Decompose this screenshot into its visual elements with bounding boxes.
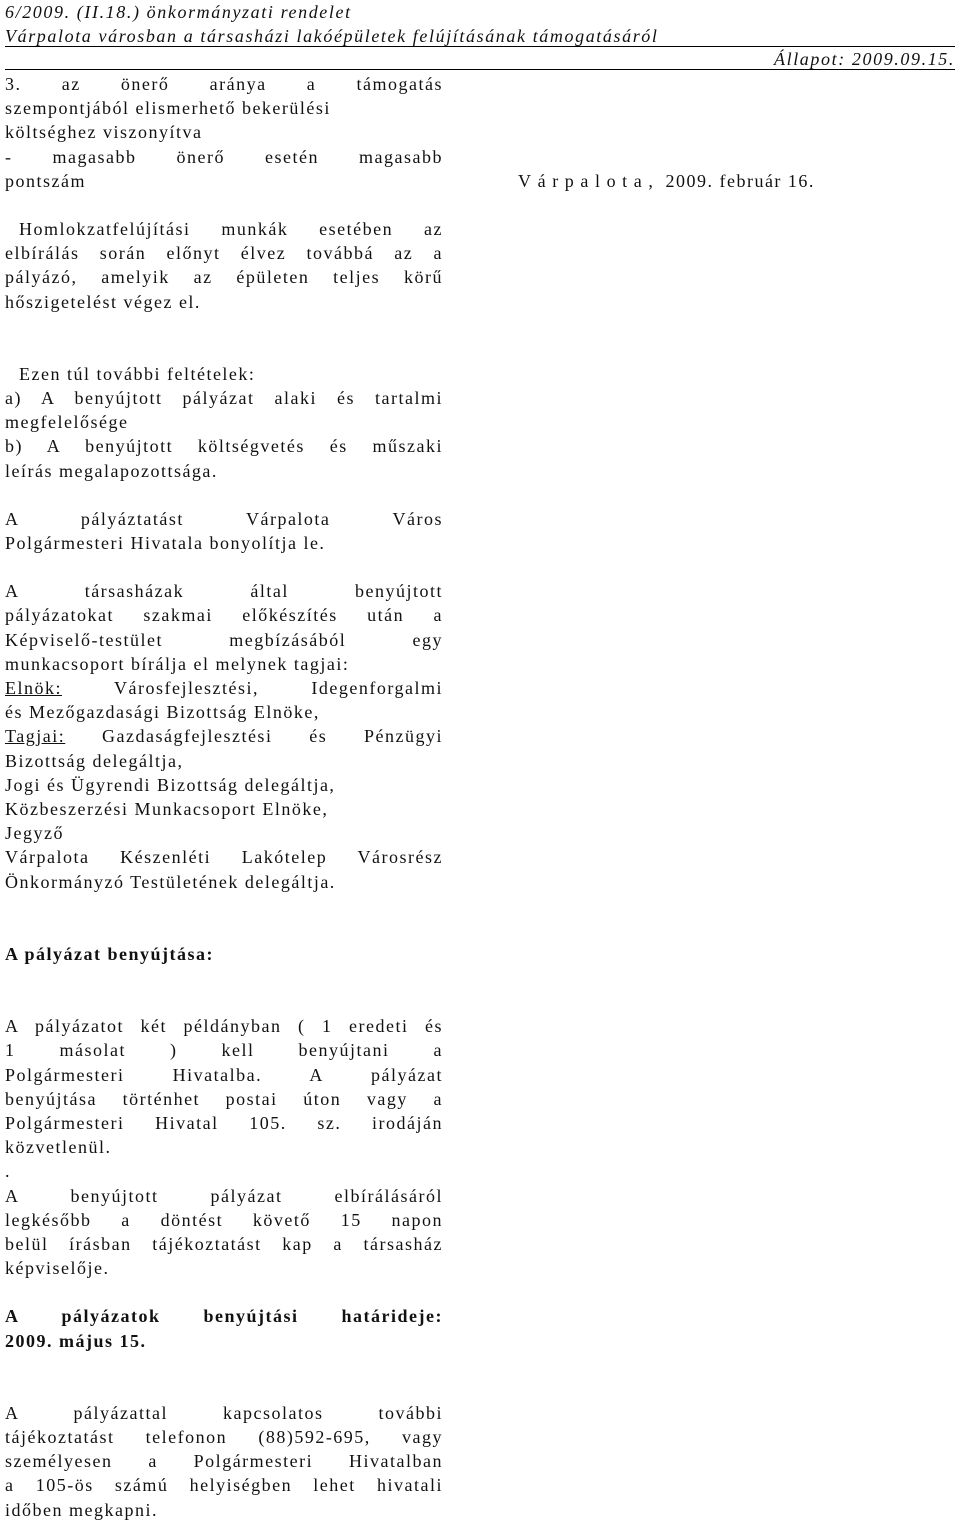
- text-line: A pályáztatást Várpalota Város: [5, 508, 443, 529]
- text-line: 1 másolat ) kell benyújtani a: [5, 1040, 443, 1061]
- deadline-paragraph: [5, 1304, 443, 1352]
- chair-label: Elnök:: [5, 678, 62, 699]
- text-line: b) A benyújtott költségvetés és műszaki: [5, 436, 443, 457]
- text-line: szempontjából elismerhető bekerülési: [5, 98, 331, 119]
- text-line: Bizottság delegáltja,: [5, 750, 184, 771]
- handling-paragraph: [5, 507, 443, 555]
- text-line: A pályázatot két példányban ( 1 eredeti és: [5, 1016, 443, 1037]
- place-date: [518, 169, 815, 193]
- text-line: Polgármesteri Hivatal 105. sz. irodáján: [5, 1112, 443, 1133]
- place-date-value: 2009. február 16.: [665, 171, 815, 191]
- header-regulation-number: 6/2009. (II.18.) önkormányzati rendelet: [5, 2, 352, 22]
- committee-paragraph: [5, 579, 443, 894]
- text-line: Polgármesteri Hivatalba. A pályázat: [5, 1064, 443, 1085]
- text-line: munkacsoport bírálja el melynek tagjai:: [5, 653, 350, 674]
- text-line: Polgármesteri Hivatala bonyolítja le.: [5, 533, 326, 554]
- text-line: hőszigetelést végez el.: [5, 291, 201, 312]
- conditions-paragraph: [5, 362, 443, 483]
- header-regulation-title: Várpalota városban a társasházi lakóépületek felújításának támogatásáról: [5, 26, 659, 46]
- text-line: és Mezőgazdasági Bizottság Elnöke,: [5, 702, 320, 723]
- text-line: A benyújtott pályázat elbírálásáról: [5, 1185, 443, 1206]
- text-line: 3. az önerő aránya a támogatás: [5, 74, 443, 94]
- text-line: Közbeszerzési Munkacsoport Elnöke,: [5, 799, 329, 820]
- chair-line: Elnök: Városfejlesztési, Idegenforgalmi: [5, 678, 443, 699]
- text-line: A pályázatok benyújtási határideje:: [5, 1306, 443, 1327]
- text-line: Várpalota Készenléti Lakótelep Városrész: [5, 847, 443, 868]
- document-header: [5, 0, 955, 48]
- text-line: időben megkapni.: [5, 1499, 158, 1520]
- text-line: megfelelősége: [5, 412, 129, 433]
- header-status: Állapot: 2009.09.15.: [774, 49, 955, 69]
- submission-paragraph: [5, 1014, 443, 1280]
- text-line: képviselője.: [5, 1258, 110, 1279]
- text-line: a) A benyújtott pályázat alaki és tartalmi: [5, 388, 443, 409]
- text-line: A társasházak által benyújtott: [5, 581, 443, 602]
- facade-paragraph: [5, 217, 443, 314]
- main-column: [5, 72, 443, 1522]
- text-line: belül írásban tájékoztatást kap a társasház: [5, 1233, 443, 1254]
- text-line: Jogi és Ügyrendi Bizottság delegáltja,: [5, 774, 336, 795]
- text-line: személyesen a Polgármesteri Hivatalban: [5, 1451, 443, 1472]
- text-line: közvetlenül.: [5, 1137, 112, 1158]
- text-line: Jegyző: [5, 823, 64, 844]
- text-line: .: [5, 1161, 11, 1182]
- text-line: benyújtása történhet postai úton vagy a: [5, 1088, 443, 1109]
- submission-heading: A pályázat benyújtása:: [5, 943, 215, 964]
- header-rule-2: [5, 69, 955, 70]
- deadline-date: 2009. május 15.: [5, 1330, 147, 1351]
- text-line: pályázatokat szakmai előkészítés után a: [5, 605, 443, 626]
- text-line: - magasabb önerő esetén magasabb: [5, 146, 443, 167]
- contact-paragraph: [5, 1401, 443, 1522]
- text-line: elbírálás során előnyt élvez továbbá az a: [5, 243, 443, 264]
- text-line: Ezen túl további feltételek:: [19, 363, 256, 384]
- text-line: Önkormányzó Testületének delegáltja.: [5, 871, 336, 892]
- text-line: tájékoztatást telefonon (88)592-695, vagy: [5, 1426, 443, 1447]
- text-line: A pályázattal kapcsolatos további: [5, 1402, 443, 1423]
- members-line: Tagjai: Gazdaságfejlesztési és Pénzügyi: [5, 726, 443, 747]
- text-line: pontszám: [5, 170, 86, 191]
- place-city: Várpalota,: [518, 171, 660, 191]
- text-line: Homlokzatfelújítási munkák esetében az: [19, 219, 443, 240]
- text-line: pályázó, amelyik az épületen teljes körű: [5, 267, 443, 288]
- criteria-paragraph: [5, 72, 443, 193]
- text-line: legkésőbb a döntést követő 15 napon: [5, 1209, 443, 1230]
- text-line: leírás megalapozottsága.: [5, 460, 218, 481]
- members-label: Tagjai:: [5, 726, 66, 747]
- text-line: a 105-ös számú helyiségben lehet hivatali: [5, 1475, 443, 1496]
- text-line: Képviselő-testület megbízásából egy: [5, 629, 443, 650]
- text-line: költséghez viszonyítva: [5, 122, 203, 143]
